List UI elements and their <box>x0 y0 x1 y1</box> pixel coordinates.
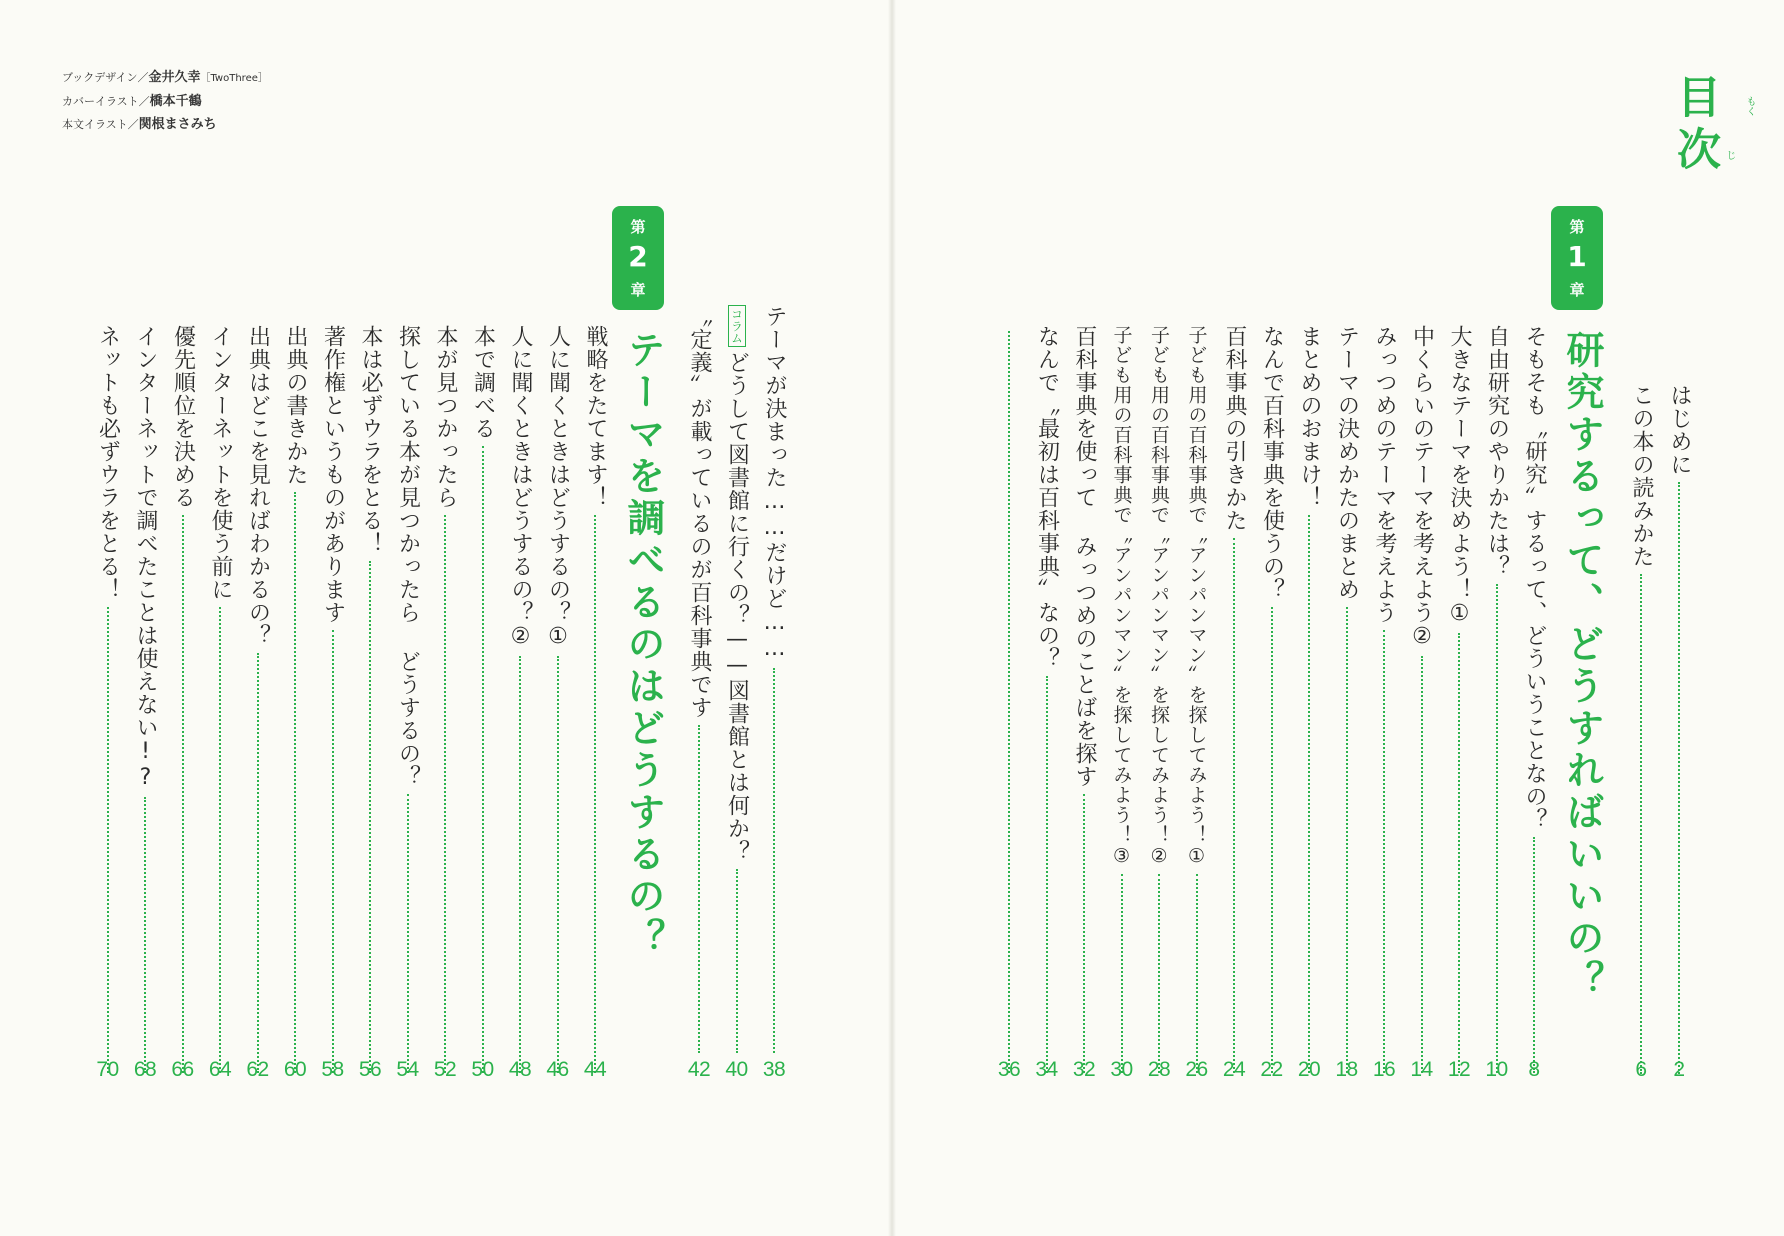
toc-entry[interactable] <box>761 305 787 1053</box>
leader-dots <box>257 653 259 1073</box>
credit-name: 関根まさみち <box>138 117 217 132</box>
page-number: 20 <box>1297 1058 1321 1081</box>
page-number: 30 <box>1110 1058 1133 1081</box>
entry-text: 探している本が見つかったら どうするの？ <box>395 325 421 788</box>
toc-entry[interactable] <box>95 325 121 1073</box>
entry-text: この本の読みかた <box>1629 384 1654 568</box>
entry-text: 本が見つかったら <box>433 325 458 509</box>
leader-dots <box>1196 874 1198 1073</box>
leader-dots <box>144 797 146 1073</box>
toc-entry[interactable] <box>507 325 533 1073</box>
leader-dots <box>1233 538 1235 1073</box>
credit-line-design <box>62 66 268 90</box>
toc-entry[interactable] <box>724 305 750 1053</box>
entry-text: 子ども用の百科事典で〝アンパンマン〟を探してみよう！③ <box>1110 325 1133 868</box>
leader-dots <box>594 515 596 1073</box>
toc-entry[interactable] <box>1334 325 1360 1073</box>
entry-text: 優先順位を決める <box>170 325 196 509</box>
page-number: 60 <box>283 1058 307 1081</box>
page-number: 34 <box>1035 1058 1058 1081</box>
credit-name: 金井久幸 <box>148 70 201 85</box>
credit-note: ［TwoThree］ <box>200 73 268 84</box>
credit-role: 本文イラスト／ <box>62 118 139 131</box>
entry-text: なんで百科事典を使うの？ <box>1259 325 1285 601</box>
toc-entry[interactable] <box>170 325 196 1073</box>
toc-entry[interactable] <box>470 325 496 1073</box>
page-number: 38 <box>762 1058 786 1081</box>
toc-entry[interactable] <box>545 325 571 1073</box>
entry-text: 本で調べる <box>470 325 496 440</box>
toc-entry[interactable] <box>1259 325 1285 1073</box>
badge-bottom: 章 <box>630 281 646 299</box>
leader-dots <box>1640 574 1642 1074</box>
page-number: 58 <box>321 1058 344 1081</box>
toc-entry[interactable] <box>245 325 271 1073</box>
page-number: 68 <box>133 1058 157 1081</box>
entry-text: まとめのおまけ！ <box>1297 325 1322 509</box>
page-number: 62 <box>246 1058 269 1081</box>
toc-entry[interactable] <box>1446 325 1472 1073</box>
entry-text: 大きなテーマを決めよう！① <box>1447 325 1472 627</box>
leader-dots <box>407 794 409 1073</box>
toc-entry[interactable] <box>1296 325 1322 1073</box>
entry-text: インターネットで調べたことは使えない!? <box>133 325 158 791</box>
toc-entry[interactable] <box>1221 325 1247 1073</box>
page-number: 54 <box>396 1058 419 1081</box>
page-number: 56 <box>358 1058 382 1081</box>
chapter-2-title: テーマを調べるのはどうするの？ <box>621 330 665 960</box>
leader-dots <box>1383 630 1385 1073</box>
page-number: 70 <box>96 1058 119 1081</box>
badge-top: 第 <box>1569 218 1585 236</box>
toc-entry[interactable] <box>320 325 346 1073</box>
leader-dots <box>773 668 775 1053</box>
credit-line-cover <box>62 90 268 113</box>
page-number: 2 <box>1673 1058 1685 1081</box>
leader-dots <box>1121 874 1123 1073</box>
chapter-1-title: 研究するって、どうすればいいの？ <box>1560 330 1604 1002</box>
entry-text: 出典はどこを見ればわかるの？ <box>245 325 271 647</box>
credit-line-illust <box>62 113 268 136</box>
leader-dots <box>1158 874 1160 1073</box>
toc-entry-front-2[interactable] <box>1628 384 1654 1074</box>
leader-dots <box>1046 676 1048 1073</box>
toc-entry[interactable] <box>1521 325 1547 1073</box>
leader-dots <box>519 656 521 1073</box>
entry-text: 出典の書きかた <box>283 325 308 486</box>
leader-dots <box>1271 607 1273 1073</box>
credits <box>62 66 268 136</box>
page-gutter <box>888 0 896 1236</box>
page-number: 18 <box>1335 1058 1358 1081</box>
entry-text: 自由研究のやりかたは？ <box>1484 325 1510 578</box>
chapter-1-badge <box>1551 206 1603 310</box>
page-number: 36 <box>997 1058 1021 1081</box>
page-number: 66 <box>171 1058 194 1081</box>
toc-entry[interactable] <box>132 325 158 1073</box>
badge-number: 2 <box>628 240 648 273</box>
leader-dots <box>1346 607 1348 1073</box>
toc-entry[interactable] <box>582 325 608 1073</box>
leader-dots <box>444 515 446 1073</box>
entry-text: 子ども用の百科事典で〝アンパンマン〟を探してみよう！② <box>1148 325 1170 868</box>
leader-dots <box>698 725 700 1053</box>
toc-entry[interactable] <box>207 325 233 1073</box>
toc-entry-continued[interactable] <box>996 325 1022 1073</box>
leader-dots <box>1496 584 1498 1073</box>
leader-dots <box>182 515 184 1073</box>
toc-entry[interactable] <box>1484 325 1510 1073</box>
page-number: 8 <box>1528 1058 1540 1081</box>
page-number: 16 <box>1372 1058 1396 1081</box>
leader-dots <box>1308 515 1310 1073</box>
entry-text: 中くらいのテーマを考えよう② <box>1409 325 1435 650</box>
leader-dots <box>482 446 484 1073</box>
toc-entry[interactable] <box>1184 325 1210 1073</box>
entry-text: 戦略をたてます！ <box>583 325 608 509</box>
toc-entry[interactable] <box>432 325 458 1073</box>
entry-text: 百科事典の引きかた <box>1222 325 1247 532</box>
toc-entry[interactable] <box>686 305 712 1053</box>
toc-entry[interactable] <box>1034 325 1060 1073</box>
page-number: 48 <box>508 1058 532 1081</box>
credit-role: カバーイラスト／ <box>62 95 150 108</box>
toc-entry[interactable] <box>1071 325 1097 1073</box>
entry-text: どうして図書館に行くの？——図書館とは何か？ <box>724 351 750 863</box>
leader-dots <box>557 656 559 1073</box>
entry-text: 著作権というものがあります <box>320 325 346 624</box>
leader-dots <box>1533 837 1535 1073</box>
entry-text: ネットも必ずウラをとる！ <box>95 325 121 601</box>
page-number: 64 <box>208 1058 232 1081</box>
entry-text: 人に聞くときはどうするの？① <box>545 325 571 650</box>
leader-dots <box>736 869 738 1053</box>
toc-entry-front-1[interactable] <box>1666 384 1692 1074</box>
page-number: 10 <box>1485 1058 1508 1081</box>
leader-dots <box>1458 633 1460 1073</box>
toc-heading-ruby-2: じ <box>1724 150 1735 160</box>
page-number: 28 <box>1147 1058 1171 1081</box>
leader-dots <box>332 630 334 1073</box>
toc-entry[interactable] <box>1146 325 1172 1073</box>
toc-entry[interactable] <box>357 325 383 1073</box>
page-number: 32 <box>1072 1058 1096 1081</box>
page-number: 46 <box>546 1058 569 1081</box>
column-tag: コラム <box>728 305 746 347</box>
entry-text: テーマの決めかたのまとめ <box>1334 325 1360 601</box>
badge-number: 1 <box>1567 240 1587 273</box>
page-number: 22 <box>1260 1058 1283 1081</box>
leader-dots <box>1083 794 1085 1073</box>
page-number: 6 <box>1635 1058 1647 1081</box>
toc-entry[interactable] <box>282 325 308 1073</box>
entry-text: そもそも〝研究〟するって、どういうことなの？ <box>1522 325 1547 831</box>
ruby-1: もく <box>1744 96 1755 116</box>
credit-role: ブックデザイン／ <box>62 71 149 84</box>
entry-text: みっつめのテーマを考えよう <box>1372 325 1397 624</box>
leader-dots <box>1421 656 1423 1073</box>
entry-text: 百科事典を使って みっつめのことばを探す <box>1072 325 1097 788</box>
page-number: 52 <box>433 1058 457 1081</box>
toc-entry[interactable] <box>395 325 421 1073</box>
credit-name: 橋本千鶴 <box>149 94 202 109</box>
chapter-2-badge <box>612 206 664 310</box>
leader-dots <box>219 607 221 1073</box>
page-number: 44 <box>583 1058 607 1081</box>
page-number: 24 <box>1222 1058 1246 1081</box>
page-number: 42 <box>687 1058 711 1081</box>
leader-dots <box>107 607 109 1073</box>
toc-entry[interactable] <box>1109 325 1135 1073</box>
entry-text: 子ども用の百科事典で〝アンパンマン〟を探してみよう！① <box>1185 325 1208 868</box>
entry-text: なんで〝最初は百科事典〟なの？ <box>1034 325 1060 670</box>
toc-heading: 目次 <box>1669 74 1720 178</box>
entry-text: インターネットを使う前に <box>208 325 233 601</box>
page-number: 26 <box>1185 1058 1208 1081</box>
entry-text: はじめに <box>1667 384 1692 476</box>
badge-bottom: 章 <box>1569 281 1585 299</box>
page-number: 12 <box>1447 1058 1471 1081</box>
toc-entry[interactable] <box>1409 325 1435 1073</box>
leader-dots <box>369 561 371 1073</box>
entry-text: 人に聞くときはどうするの？② <box>508 325 533 650</box>
badge-top: 第 <box>630 218 646 236</box>
leader-dots <box>1678 482 1680 1074</box>
page-number: 40 <box>725 1058 748 1081</box>
leader-dots <box>294 492 296 1073</box>
page-number: 14 <box>1410 1058 1433 1081</box>
entry-text: テーマが決まった……だけど…… <box>762 305 787 662</box>
leader-dots <box>1008 331 1010 1073</box>
entry-text: 〝定義〟が載っているのが百科事典です <box>687 305 712 719</box>
entry-text: 本は必ずウラをとる！ <box>358 325 383 555</box>
toc-heading-ruby <box>1722 96 1776 116</box>
toc-entry[interactable] <box>1371 325 1397 1073</box>
page-number: 50 <box>471 1058 494 1081</box>
